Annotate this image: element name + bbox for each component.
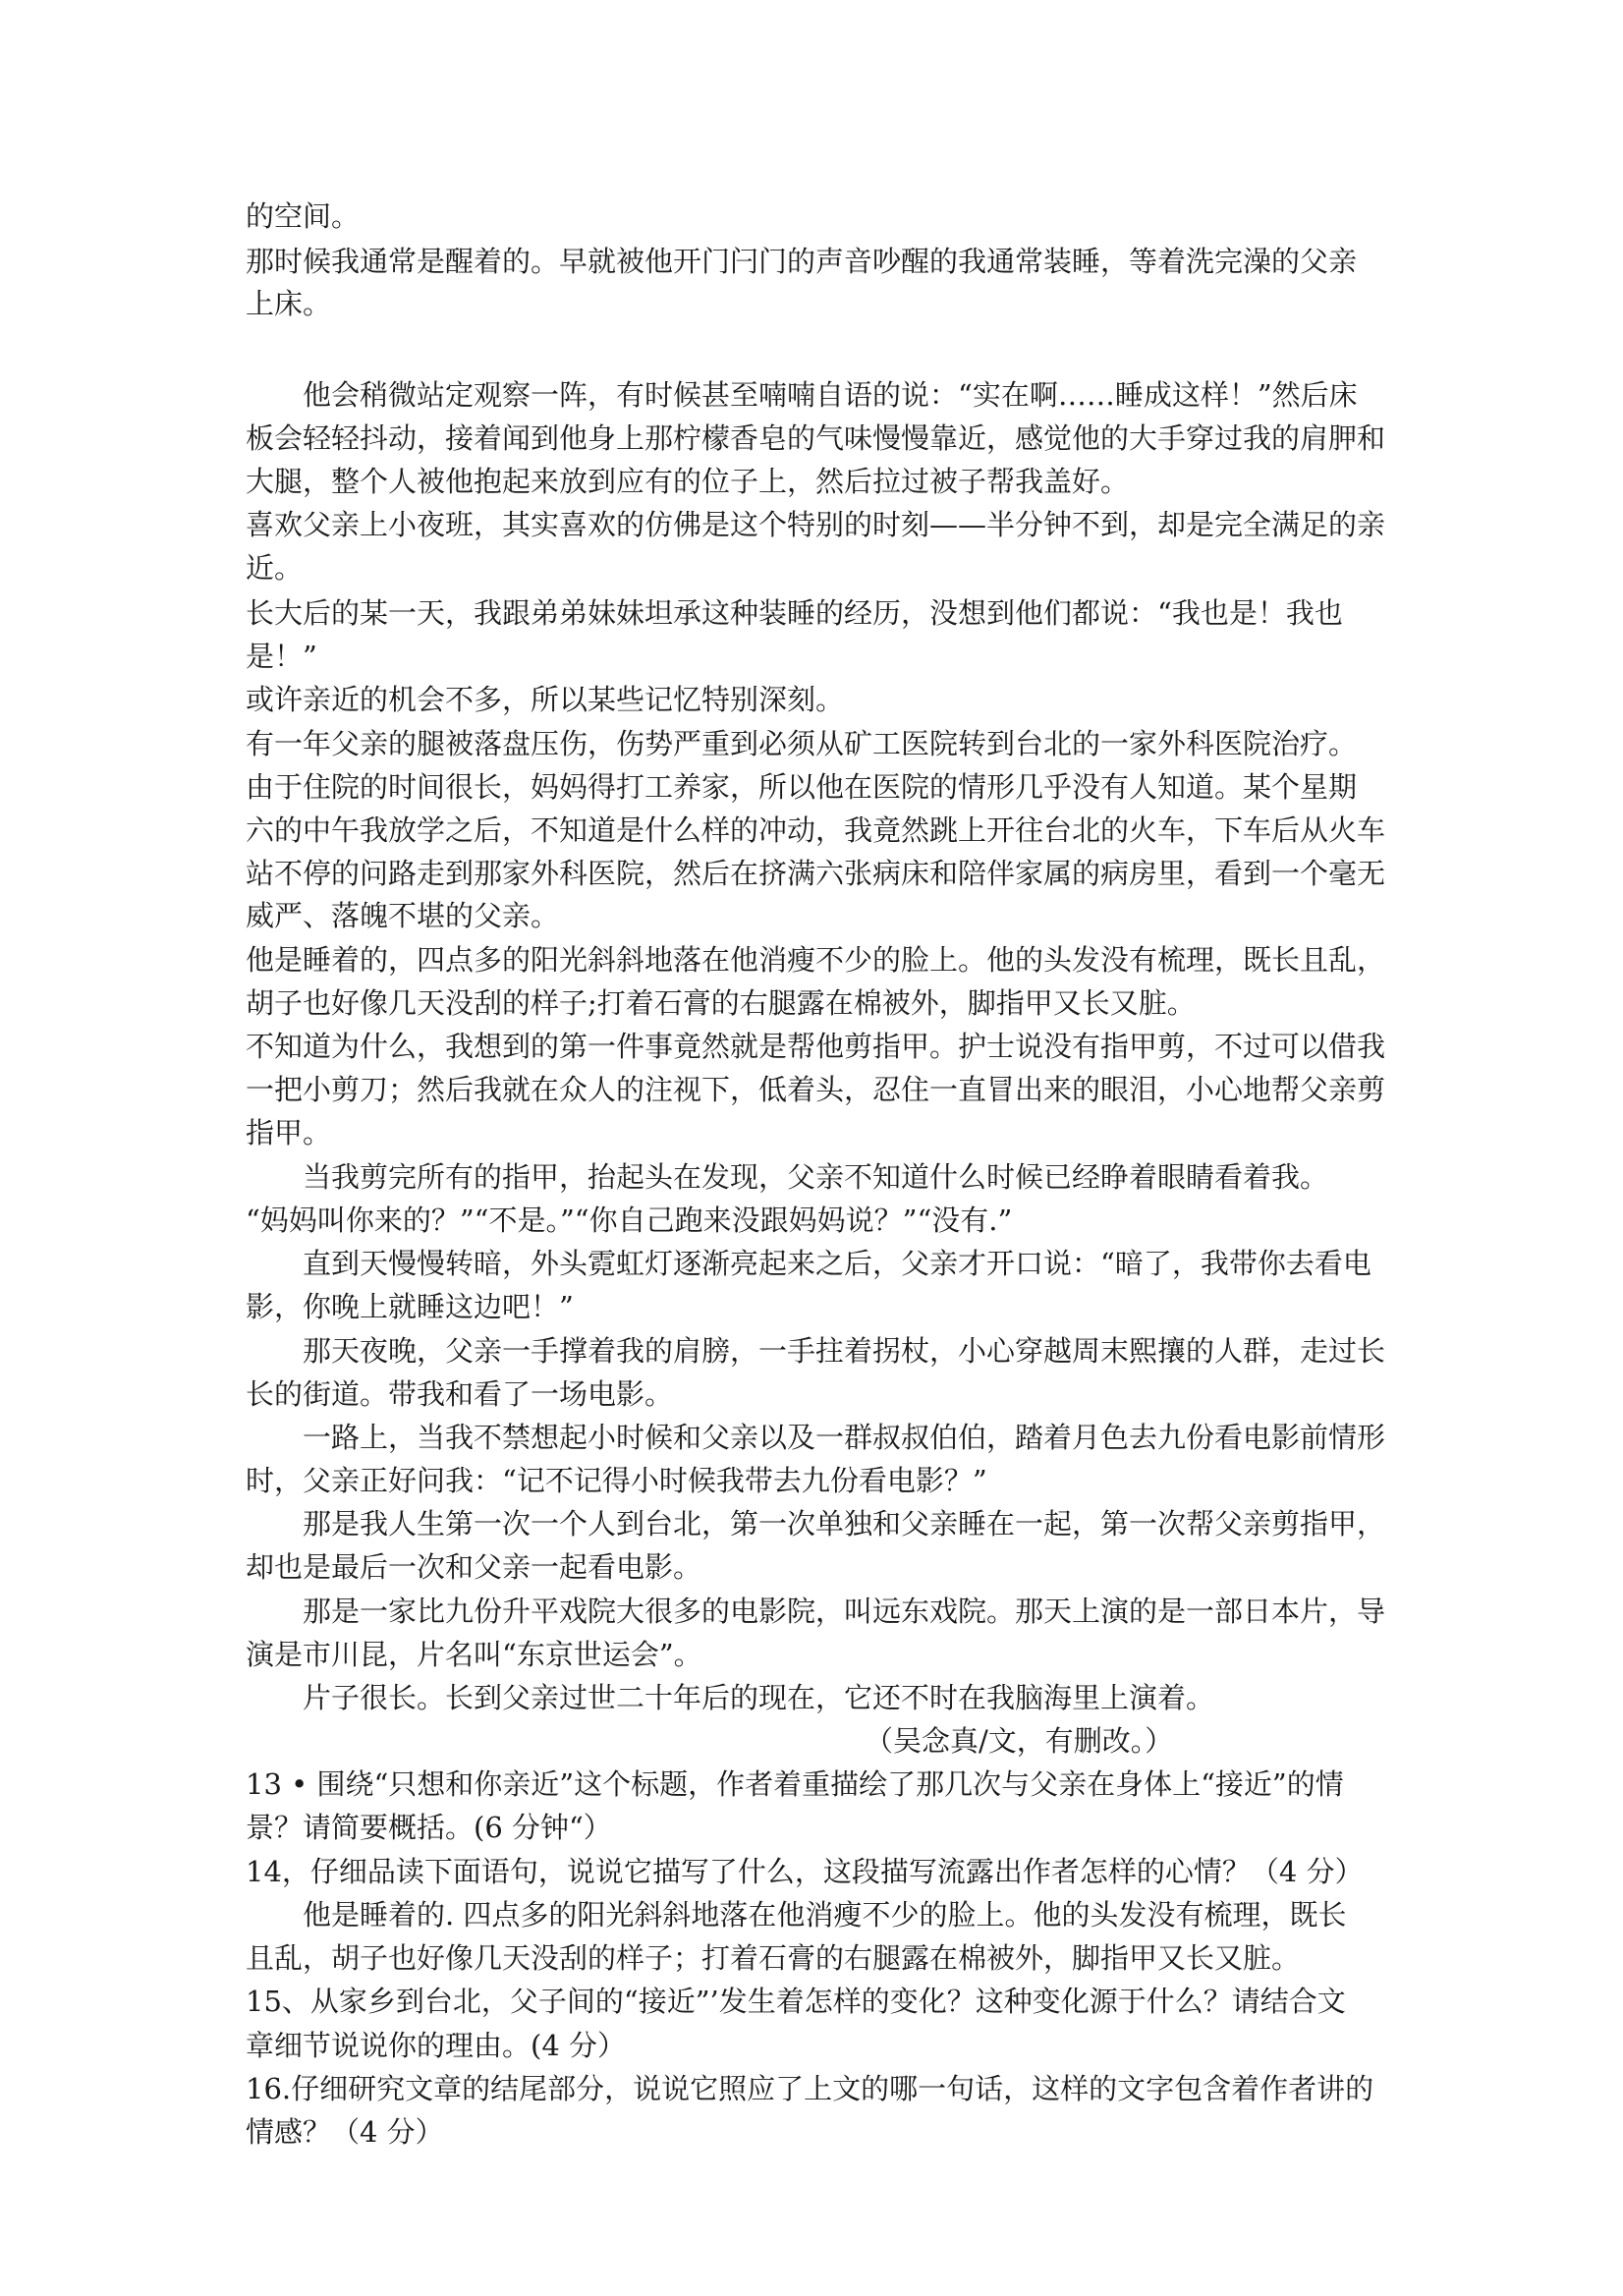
text-line: 长大后的某一天，我跟弟弟妹妹坦承这种装睡的经历，没想到他们都说：“我也是！我也 — [246, 596, 1343, 630]
text-line: 演是市川昆，片名叫“东京世运会”。 — [246, 1638, 702, 1671]
text-line: 的空间。 — [246, 199, 361, 233]
text-line: 那时候我通常是醒着的。早就被他开门闩门的声音吵醒的我通常装睡，等着洗完澡的父亲 — [246, 245, 1358, 278]
question-line: 15、从家乡到台北，父子间的“接近”’发生着怎样的变化？这种变化源于什么？请结合文 — [246, 1985, 1346, 2018]
text-line: 那天夜晚，父亲一手撑着我的肩膀，一手拄着拐杖，小心穿越周末熙攘的人群，走过长 — [246, 1334, 1386, 1368]
text-line: 六的中午我放学之后，不知道是什么样的冲动，我竟然跳上开往台北的火车，下车后从火车 — [246, 813, 1386, 847]
text-line: 那是我人生第一次一个人到台北，第一次单独和父亲睡在一起，第一次帮父亲剪指甲， — [246, 1507, 1386, 1540]
text-line: 由于住院的时间很长，妈妈得打工养家，所以他在医院的情形几乎没有人知道。某个星期 — [246, 770, 1358, 804]
text-line: 时，父亲正好问我：“记不记得小时候我带去九份看电影？” — [246, 1464, 987, 1497]
text-line: 当我剪完所有的指甲，抬起头在发现，父亲不知道什么时候已经睁着眼睛看着我。 — [246, 1160, 1329, 1194]
question-line: 14，仔细品读下面语句，说说它描写了什么，这段描写流露出作者怎样的心情？（4 分） — [246, 1855, 1364, 1888]
text-line: 那是一家比九份升平戏院大很多的电影院，叫远东戏院。那天上演的是一部日本片，导 — [246, 1595, 1386, 1628]
question-line: 13 • 围绕“只想和你亲近”这个标题，作者着重描绘了那几次与父亲在身体上“接近”的情 — [246, 1767, 1344, 1801]
text-line: 一把小剪刀；然后我就在众人的注视下，低着头，忍住一直冒出来的眼泪，小心地帮父亲剪 — [246, 1073, 1386, 1106]
question-line: 章细节说说你的理由。(4 分） — [246, 2029, 626, 2062]
text-line: 片子很长。长到父亲过世二十年后的现在，它还不时在我脑海里上演着。 — [246, 1681, 1215, 1714]
question-line: 情感？（4 分） — [246, 2115, 444, 2149]
text-line: 直到天慢慢转暗，外头霓虹灯逐渐亮起来之后，父亲才开口说：“暗了，我带你去看电 — [246, 1247, 1371, 1280]
text-line: 威严、落魄不堪的父亲。 — [246, 899, 560, 932]
text-line: 他是睡着的，四点多的阳光斜斜地落在他消瘦不少的脸上。他的头发没有梳理，既长且乱， — [246, 943, 1386, 977]
text-line: 是！” — [246, 640, 317, 673]
text-line: “妈妈叫你来的？”“不是。”“你自己跑来没跟妈妈说？”“没有.” — [246, 1204, 1013, 1237]
question-line: 他是睡着的. 四点多的阳光斜斜地落在他消瘦不少的脸上。他的头发没有梳理，既长 — [246, 1898, 1347, 1932]
text-line: 喜欢父亲上小夜班，其实喜欢的仿佛是这个特别的时刻——半分钟不到，却是完全满足的亲 — [246, 508, 1386, 541]
text-line: 影，你晚上就睡这边吧！” — [246, 1290, 574, 1323]
attribution-line: （吴念真/文，有删改。） — [865, 1724, 1174, 1758]
text-line: 近。 — [246, 551, 304, 585]
text-line: 不知道为什么，我想到的第一件事竟然就是帮他剪指甲。护士说没有指甲剪，不过可以借我 — [246, 1030, 1386, 1063]
text-line: 板会轻轻抖动，接着闻到他身上那柠檬香皂的气味慢慢靠近，感觉他的大手穿过我的肩胛和 — [246, 421, 1386, 455]
text-line: 长的街道。带我和看了一场电影。 — [246, 1377, 674, 1411]
text-line: 大腿，整个人被他抱起来放到应有的位子上，然后拉过被子帮我盖好。 — [246, 465, 1130, 498]
text-line: 有一年父亲的腿被落盘压伤，伤势严重到必须从矿工医院转到台北的一家外科医院治疗。 — [246, 727, 1358, 760]
text-line: 却也是最后一次和父亲一起看电影。 — [246, 1550, 702, 1584]
question-line: 且乱，胡子也好像几天没刮的样子；打着石膏的右腿露在棉被外，脚指甲又长又脏。 — [246, 1941, 1301, 1975]
text-line: 指甲。 — [246, 1116, 332, 1149]
text-line: 站不停的问路走到那家外科医院，然后在挤满六张病床和陪伴家属的病房里，看到一个毫无 — [246, 857, 1386, 890]
text-line: 胡子也好像几天没刮的样子;打着石膏的右腿露在棉被外，脚指甲又长又脏。 — [246, 986, 1196, 1020]
text-line: 一路上，当我不禁想起小时候和父亲以及一群叔叔伯伯，踏着月色去九份看电影前情形 — [246, 1421, 1386, 1454]
text-line: 他会稍微站定观察一阵，有时候甚至喃喃自语的说：“实在啊……睡成这样！”然后床 — [246, 378, 1358, 412]
question-line: 景？请简要概括。(6 分钟“） — [246, 1811, 612, 1844]
text-line: 或许亲近的机会不多，所以某些记忆特别深刻。 — [246, 683, 845, 716]
question-line: 16.仔细研究文章的结尾部分，说说它照应了上文的哪一句话，这样的文字包含着作者讲的 — [246, 2072, 1374, 2105]
text-line: 上床。 — [246, 287, 332, 320]
